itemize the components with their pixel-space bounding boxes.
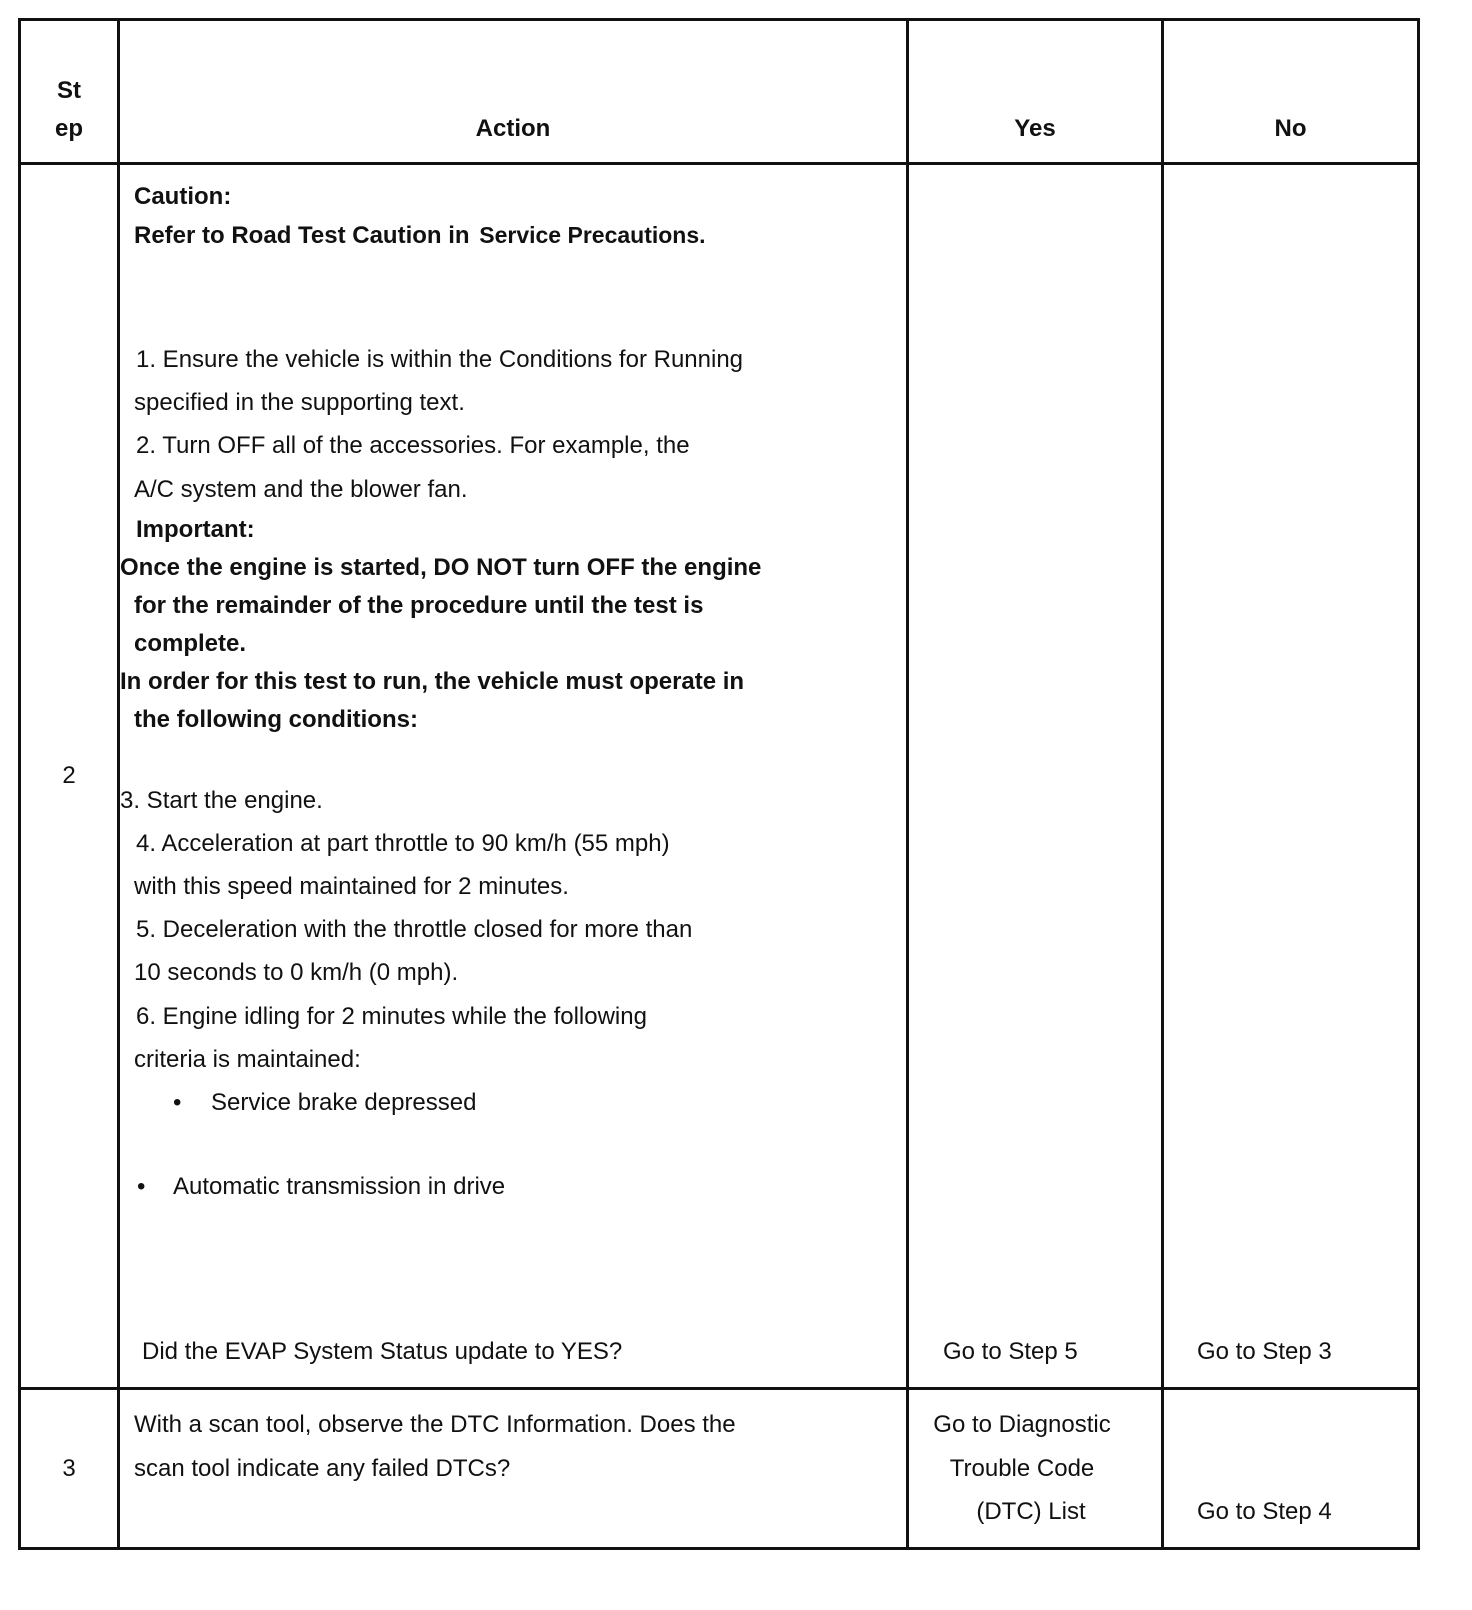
step-number: 2 bbox=[62, 762, 76, 789]
important-line-1a: Once the engine is started, DO NOT turn OFF the engine bbox=[120, 554, 762, 581]
step-action-line-b: scan tool indicate any failed DTCs? bbox=[134, 1455, 511, 1482]
col-divider-action bbox=[906, 18, 909, 1550]
caution-text bbox=[134, 221, 706, 250]
table-border-bottom bbox=[18, 1547, 1420, 1550]
step-action-line-a: With a scan tool, observe the DTC Information. Does the bbox=[134, 1411, 736, 1438]
yes-result[interactable]: Go to Step 5 bbox=[943, 1338, 1078, 1365]
important-line-1b: for the remainder of the procedure until the test is bbox=[134, 592, 704, 619]
col-divider-step bbox=[117, 18, 120, 1550]
bullet-dot-icon: • bbox=[173, 1089, 182, 1116]
table-border-right bbox=[1417, 18, 1420, 1550]
bullet-dot-icon: • bbox=[137, 1173, 146, 1200]
step-item-2a: 2. Turn OFF all of the accessories. For example, the bbox=[136, 432, 690, 459]
important-line-2b: the following conditions: bbox=[134, 706, 418, 733]
step-item-1a: 1. Ensure the vehicle is within the Conditions for Running bbox=[136, 346, 744, 373]
bullet-item-2: Automatic transmission in drive bbox=[173, 1173, 506, 1200]
step-question: Did the EVAP System Status update to YES? bbox=[142, 1338, 623, 1365]
yes-result-line-a[interactable]: Go to Diagnostic bbox=[933, 1411, 1111, 1438]
no-result[interactable]: Go to Step 4 bbox=[1197, 1498, 1332, 1525]
yes-result-line-b[interactable]: Trouble Code bbox=[949, 1455, 1095, 1482]
row-divider bbox=[18, 1387, 1420, 1390]
step-item-3: 3. Start the engine. bbox=[120, 787, 323, 814]
step-item-4a: 4. Acceleration at part throttle to 90 km/h (55 mph) bbox=[136, 830, 670, 857]
header-step-line2: ep bbox=[54, 115, 83, 142]
header-yes: Yes bbox=[1014, 115, 1056, 142]
caution-link[interactable]: Service Precautions. bbox=[479, 222, 706, 248]
bullet-item-1: Service brake depressed bbox=[211, 1089, 477, 1116]
important-line-2a: In order for this test to run, the vehicle must operate in bbox=[120, 668, 745, 695]
header-action: Action bbox=[475, 115, 551, 142]
header-step-line1: St bbox=[57, 77, 81, 104]
step-item-5b: 10 seconds to 0 km/h (0 mph). bbox=[134, 959, 459, 986]
step-item-6b: criteria is maintained: bbox=[134, 1046, 361, 1073]
table-border-top bbox=[18, 18, 1420, 21]
important-title: Important: bbox=[136, 516, 255, 543]
important-line-1c: complete. bbox=[134, 630, 247, 657]
step-item-4b: with this speed maintained for 2 minutes. bbox=[134, 873, 569, 900]
caution-text-a: Refer to Road Test Caution in bbox=[134, 222, 470, 249]
step-number: 3 bbox=[62, 1455, 76, 1482]
step-item-1b: specified in the supporting text. bbox=[134, 389, 465, 416]
step-item-2b: A/C system and the blower fan. bbox=[134, 476, 468, 503]
header-divider bbox=[18, 162, 1420, 165]
header-no: No bbox=[1274, 115, 1307, 142]
col-divider-yes bbox=[1161, 18, 1164, 1550]
step-item-5a: 5. Deceleration with the throttle closed for more than bbox=[136, 916, 693, 943]
step-item-6a: 6. Engine idling for 2 minutes while the following bbox=[136, 1003, 647, 1030]
yes-result-line-c[interactable]: (DTC) List bbox=[976, 1498, 1086, 1525]
no-result[interactable]: Go to Step 3 bbox=[1197, 1338, 1332, 1365]
caution-title: Caution: bbox=[134, 183, 232, 210]
